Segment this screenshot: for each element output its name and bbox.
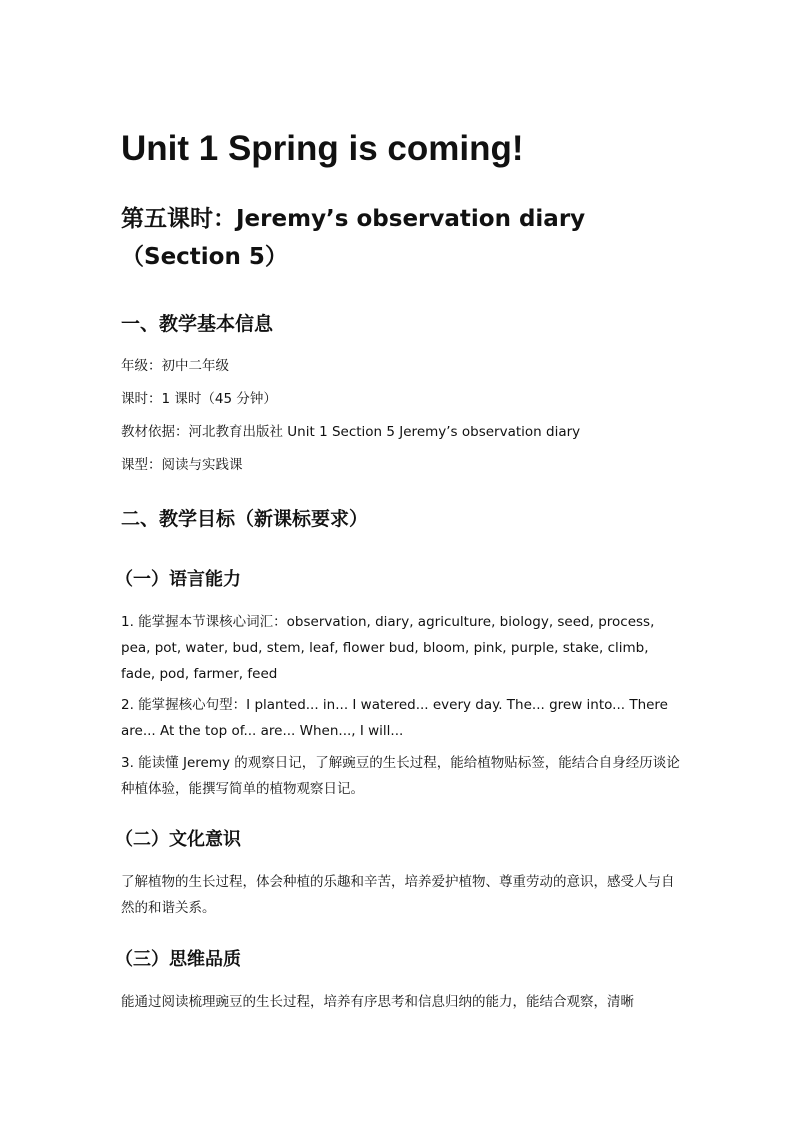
info-lesson-type: 课型：阅读与实践课 xyxy=(121,457,243,473)
subheading-thinking: （三）思维品质 xyxy=(115,949,241,970)
subheading-language: （一）语言能力 xyxy=(115,569,241,590)
info-grade: 年级：初中二年级 xyxy=(121,358,229,374)
section-heading-basic-info: 一、教学基本信息 xyxy=(121,313,274,335)
info-period: 课时：1 课时（45 分钟） xyxy=(121,391,277,407)
section-heading-objectives: 二、教学目标（新课标要求） xyxy=(121,508,369,530)
objective-sentences: 2. 能掌握核心句型：I planted... in... I watered... every day. The... grew into... There are... At the top of... are... When..., I will... xyxy=(121,697,668,739)
objective-reading: 3. 能读懂 Jeremy 的观察日记，了解豌豆的生长过程，能给植物贴标签，能结合自身经历谈论种植体验，能撰写简单的植物观察日记。 xyxy=(121,755,680,797)
document-title: Unit 1 Spring is coming! xyxy=(121,129,524,168)
thinking-text: 能通过阅读梳理豌豆的生长过程，培养有序思考和信息归纳的能力，能结合观察，清晰 xyxy=(121,994,634,1010)
culture-text: 了解植物的生长过程，体会种植的乐趣和辛苦，培养爱护植物、尊重劳动的意识，感受人与自然的和谐关系。 xyxy=(121,874,675,916)
lesson-title: 第五课时：Jeremy’s observation diary（Section 5） xyxy=(121,206,586,270)
objective-vocabulary: 1. 能掌握本节课核心词汇：observation, diary, agriculture, biology, seed, process, pea, pot, water, bud, stem, leaf, flower bud, bloom, pink, purple, stake, climb, fade, pod, farmer, feed xyxy=(121,614,655,682)
info-textbook: 教材依据：河北教育出版社 Unit 1 Section 5 Jeremy’s observation diary xyxy=(121,424,581,440)
subheading-culture: （二）文化意识 xyxy=(115,829,241,850)
